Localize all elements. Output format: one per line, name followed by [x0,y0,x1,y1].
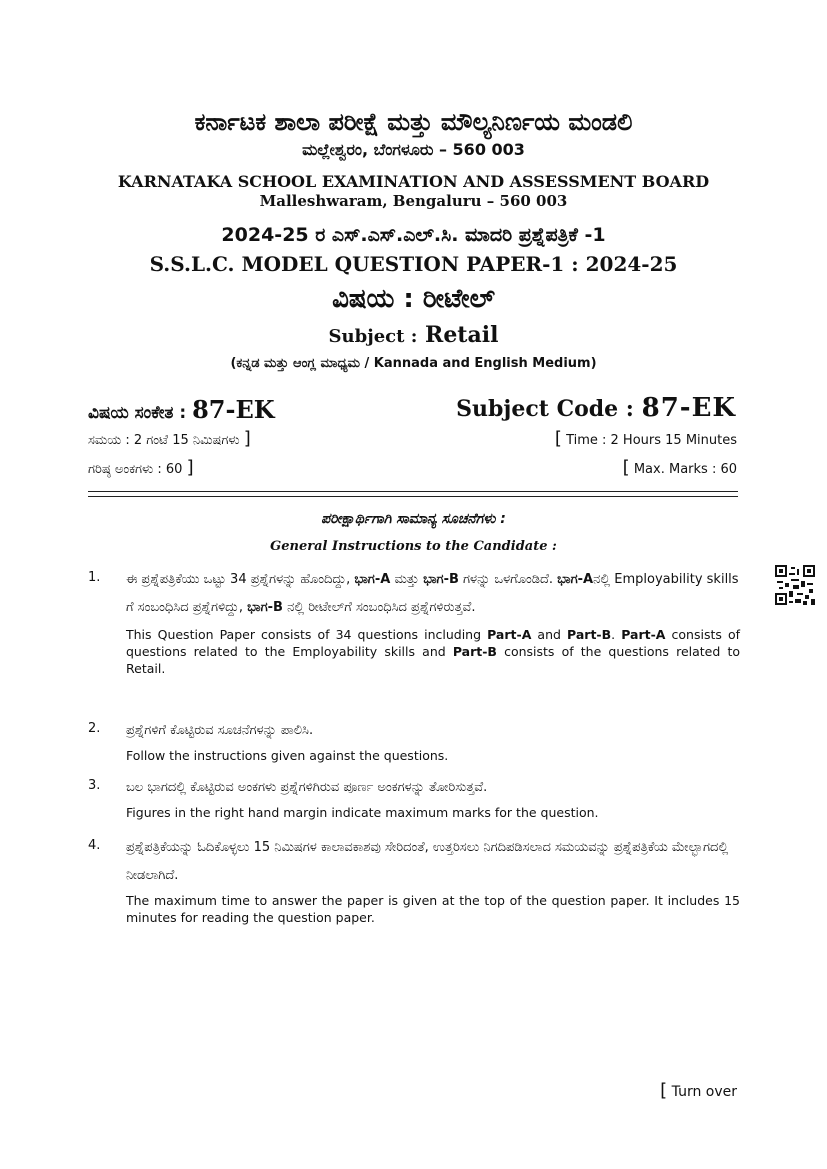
instruction-text-english: Figures in the right hand margin indicate maximum marks for the question. [126,805,599,820]
marks-english [623,457,737,478]
text-segment: ನಲ್ಲಿ Employability skills ಗೆ ಸಂಬಂಧಿಸಿದ ಪ್ರಶ್ನೆಗಳಿದ್ದು, [126,572,739,615]
part-a-label: Part-A [487,627,532,642]
board-address-kannada: ಮಲ್ಲೇಶ್ವರಂ, ಬೆಂಗಳೂರು – 560 003 [302,140,525,159]
time-kannada-text: ಸಮಯ : 2 ಗಂಟೆ 15 ನಿಮಿಷಗಳು [88,433,240,448]
qr-code-icon [775,565,815,605]
marks-kannada-text: ಗರಿಷ್ಠ ಅಂಕಗಳು : 60 [88,462,183,477]
bracket-open: [ [622,457,630,478]
text-segment: . [611,627,622,642]
subject-code-kannada [88,395,275,424]
instruction-text-english: The maximum time to answer the paper is given at the top of the question paper. It includes 15 minutes for reading the question paper. [126,893,740,925]
instruction-text-english: Follow the instructions given against the questions. [126,748,449,763]
marks-english-text: Max. Marks : 60 [633,462,737,477]
marks-kannada [88,457,194,478]
text-segment: This Question Paper consists of 34 questions including [126,627,488,642]
instruction-text-english [126,626,740,677]
part-b-label: ಭಾಗ-B [247,600,283,615]
subject-code-value-english: 87-EK [641,393,736,423]
time-english [555,428,737,449]
medium-line: (ಕನ್ನಡ ಮತ್ತು ಆಂಗ್ಲ ಮಾಧ್ಯಮ / Kannada and English Medium) [230,356,597,371]
text-segment: ಮತ್ತು [390,572,424,587]
board-name-kannada: ಕರ್ನಾಟಕ ಶಾಲಾ ಪರೀಕ್ಷೆ ಮತ್ತು ಮೌಲ್ಯನಿರ್ಣಯ ಮಂಡಲಿ [194,108,633,136]
subject-code-label-english: Subject Code : [456,396,634,422]
divider-bottom [88,496,738,497]
subject-code-english [456,393,736,423]
subject-title-english [0,322,827,348]
text-segment: ಗಳನ್ನು ಒಳಗೊಂಡಿದೆ. [458,572,558,587]
turn-over-text: Turn over [671,1084,737,1100]
turn-over-note [660,1080,737,1101]
text-segment: consists of the questions related to Retail. [126,644,740,676]
bracket-close: ] [243,428,251,449]
bracket-open: [ [554,428,562,449]
instruction-number: 1. [88,570,101,585]
part-b-label: Part-B [567,627,612,642]
bracket-close: ] [186,457,194,478]
instruction-text-kannada: ಬಲ ಭಾಗದಲ್ಲಿ ಕೊಟ್ಟಿರುವ ಅಂಕಗಳು ಪ್ರಶ್ನೆಗಳಿಗಿರುವ ಪೂರ್ಣ ಅಂಕಗಳನ್ನು ತೋರಿಸುತ್ತವೆ. [126,780,488,795]
text-segment: consists of questions related to the Employability skills and [126,627,740,659]
paper-title-english: S.S.L.C. MODEL QUESTION PAPER-1 : 2024-25 [149,252,678,276]
subject-value: Retail [425,322,499,348]
part-b-label: Part-B [452,644,497,659]
instruction-text-kannada: ಪ್ರಶ್ನೆಗಳಿಗೆ ಕೊಟ್ಟಿರುವ ಸೂಚನೆಗಳನ್ನು ಪಾಲಿಸಿ. [126,723,314,738]
paper-title-kannada: 2024-25 ರ ಎಸ್.ಎಸ್.ಎಲ್.ಸಿ. ಮಾದರಿ ಪ್ರಶ್ನೆಪತ್ರಿಕೆ -1 [221,224,606,246]
part-b-label: ಭಾಗ-B [423,572,459,587]
time-english-text: Time : 2 Hours 15 Minutes [566,433,737,448]
divider-top [88,491,738,492]
subject-code-value-kannada: 87-EK [192,395,275,424]
text-segment: ಈ ಪ್ರಶ್ನೆಪತ್ರಿಕೆಯು ಒಟ್ಟು 34 ಪ್ರಶ್ನೆಗಳನ್ನು ಹೊಂದಿದ್ದು, [126,572,355,587]
text-segment: ನಲ್ಲಿ ರೀಟೇಲ್‌ಗೆ ಸಂಬಂಧಿಸಿದ ಪ್ರಶ್ನೆಗಳಿರುತ್ತವೆ. [282,600,476,615]
instruction-text-kannada [126,566,740,622]
part-a-label: ಭಾಗ-A [354,572,391,587]
time-kannada [88,428,251,449]
instructions-heading-kannada: ಪರೀಕ್ಷಾರ್ಥಿಗಾಗಿ ಸಾಮಾನ್ಯ ಸೂಚನೆಗಳು : [321,511,506,527]
text-segment: and [531,627,568,642]
instruction-number: 2. [88,721,101,736]
part-a-label: ಭಾಗ-A [557,572,594,587]
board-name-english: KARNATAKA SCHOOL EXAMINATION AND ASSESSMENT BOARD [117,172,710,191]
instruction-text-kannada: ಪ್ರಶ್ನೆಪತ್ರಿಕೆಯನ್ನು ಓದಿಕೊಳ್ಳಲು 15 ನಿಮಿಷಗಳ ಕಾಲಾವಕಾಶವು ಸೇರಿದಂತೆ, ಉತ್ತರಿಸಲು ನಿಗದಿಪಡಿಸಲಾದ ಸಮಯವನ್ನು ಪ್ರಶ್ನೆಪತ್ರಿಕೆಯ ಮೇಲ್ಭಾಗದಲ್ಲಿ ನೀಡಲಾಗಿದೆ. [126,840,729,883]
board-address-english: Malleshwaram, Bengaluru – 560 003 [259,192,568,210]
instruction-number: 4. [88,838,101,853]
subject-title-kannada: ವಿಷಯ : ರೀಟೇಲ್ [332,284,495,314]
instructions-heading-english: General Instructions to the Candidate : [270,539,557,554]
subject-label: Subject : [328,326,418,347]
part-a-label: Part-A [621,627,666,642]
instruction-number: 3. [88,778,101,793]
subject-code-label-kannada: ವಿಷಯ ಸಂಕೇತ : [88,403,187,423]
bracket-open: [ [660,1080,668,1101]
